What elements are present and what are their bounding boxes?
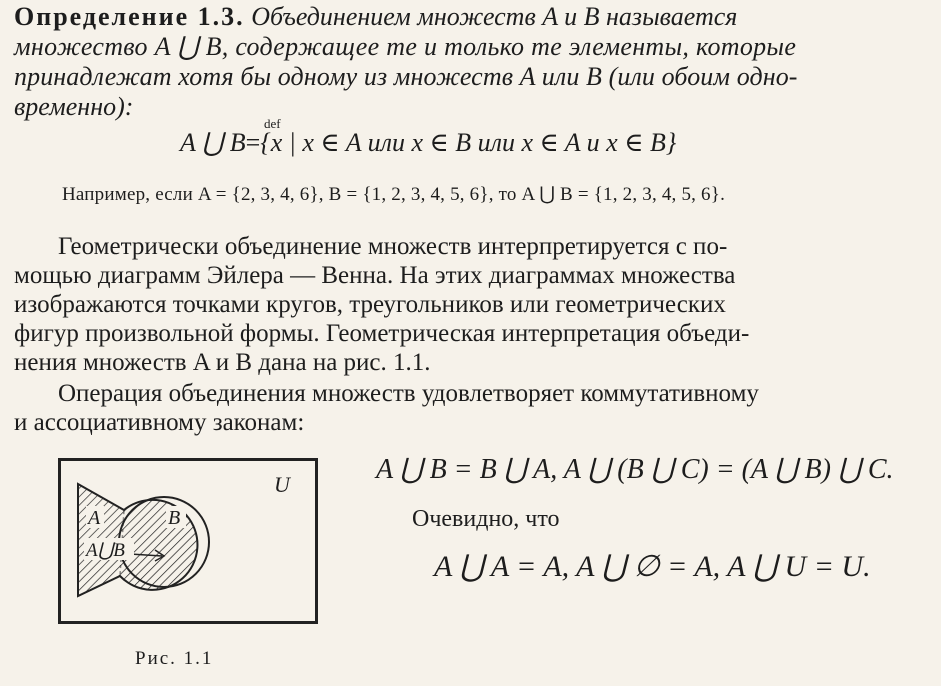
definition-heading: Определение 1.3. xyxy=(14,2,245,31)
identity-equations: A ⋃ A = A, A ⋃ ∅ = A, A ⋃ U = U. xyxy=(434,550,871,583)
paragraph1-line-2: мощью диаграмм Эйлера — Венна. На этих диаграммах множества xyxy=(14,262,736,289)
formula-left: A ⋃ B xyxy=(180,128,246,157)
universe-label: U xyxy=(274,472,290,497)
definition-text: Объединением множеств A и B называется xyxy=(251,2,738,31)
definition-line-1 xyxy=(14,2,737,32)
union-label: A⋃B xyxy=(86,540,125,561)
definition-line-3: принадлежат хотя бы одному из множеств A или B (или обоим одно- xyxy=(14,62,798,91)
formula-right: {x | x ∈ A или x ∈ B или x ∈ A и x ∈ B} xyxy=(260,128,677,157)
obviously-text: Очевидно, что xyxy=(412,506,560,532)
example-text: Например, если A = {2, 3, 4, 6}, B = {1, 2, 3, 4, 5, 6}, то A ⋃ B = {1, 2, 3, 4, 5, 6}. xyxy=(62,184,726,205)
paragraph1-line-4: фигур произвольной формы. Геометрическая интерпретация объеди- xyxy=(14,320,750,347)
paragraph2-line-2: и ассоциативному законам: xyxy=(14,409,305,436)
formula-def-label: def xyxy=(264,116,281,131)
formula-eq: = xyxy=(245,128,261,157)
definition-line-4: временно): xyxy=(14,92,134,121)
definition-line-2: множество A ⋃ B, содержащее те и только те элементы, которые xyxy=(14,32,797,61)
commutative-associative-equation: A ⋃ B = B ⋃ A, A ⋃ (B ⋃ C) = (A ⋃ B) ⋃ C. xyxy=(376,454,894,485)
paragraph2-line-1: Операция объединения множеств удовлетворяет коммутативному xyxy=(58,380,759,407)
paragraph1-line-1: Геометрически объединение множеств интерпретируется с по- xyxy=(58,233,728,260)
figure-caption: Рис. 1.1 xyxy=(135,648,214,669)
set-b-label: B xyxy=(168,507,181,529)
paragraph1-line-3: изображаются точками кругов, треугольников или геометрических xyxy=(14,291,726,318)
paragraph1-line-5: нения множеств A и B дана на рис. 1.1. xyxy=(14,349,431,376)
union-definition-formula xyxy=(180,116,677,158)
euler-venn-diagram xyxy=(58,458,318,624)
set-a-label: A xyxy=(88,507,101,529)
